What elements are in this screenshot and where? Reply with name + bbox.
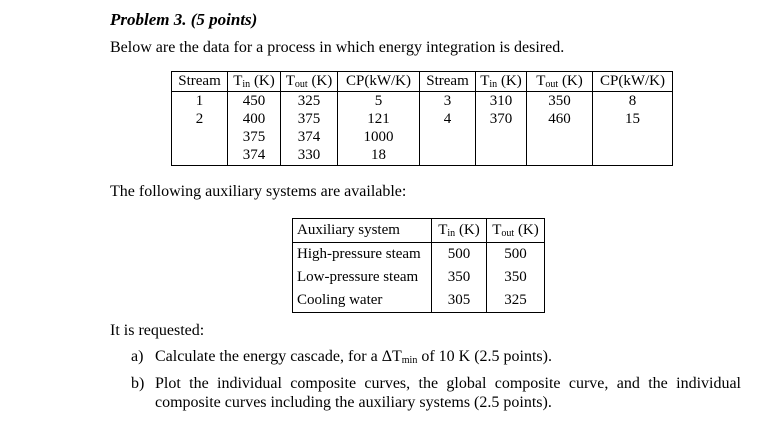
auxiliary-systems-table [292,218,545,313]
cell-stream: 2 [172,110,228,128]
table-row [172,146,673,166]
cell-cp: 8 [593,92,673,111]
stream-table-header-row [172,72,673,92]
col-header-tin-right [476,72,527,92]
cell-cp: 18 [338,146,420,166]
cell-tout: 375 [281,110,338,128]
t-label: T [480,73,490,89]
unit-label: (K) [558,73,583,89]
cell-tout: 325 [281,92,338,111]
table-row [293,289,545,313]
out-subscript: out [501,228,515,239]
out-subscript: out [545,79,559,90]
cell-tin: 400 [228,110,281,128]
aux-table-header-row [293,219,545,243]
col-header-auxiliary-system: Auxiliary system [293,219,432,243]
col-header-stream-right: Stream [420,72,476,92]
auxiliary-intro: The following auxiliary systems are available: [110,183,407,200]
in-subscript: in [242,79,251,90]
cell-tin [476,128,527,146]
cell-tout: 374 [281,128,338,146]
cell-aux-tout: 350 [487,266,545,289]
cell-stream [420,146,476,166]
in-subscript: in [489,79,498,90]
cell-cp: 5 [338,92,420,111]
cell-cp [593,128,673,146]
cell-cp: 121 [338,110,420,128]
item-a-label: a) [131,348,144,365]
requests-heading: It is requested: [110,322,205,339]
t-label: T [492,222,502,238]
col-header-tin [432,219,487,243]
col-header-tout-left [281,72,338,92]
col-header-cp-right: CP(kW/K) [593,72,673,92]
cell-tout [527,146,593,166]
cell-cp: 1000 [338,128,420,146]
cell-aux-tin: 305 [432,289,487,313]
cell-aux-tout: 500 [487,243,545,267]
cell-tout: 330 [281,146,338,166]
problem-title: Problem 3. (5 points) [110,10,258,29]
col-header-tout-right [527,72,593,92]
cell-stream: 3 [420,92,476,111]
table-row [293,243,545,267]
table-row [172,128,673,146]
cell-tin: 370 [476,110,527,128]
cell-aux-name: High-pressure steam [293,243,432,267]
cell-aux-tin: 350 [432,266,487,289]
col-header-tout [487,219,545,243]
cell-tin: 374 [228,146,281,166]
col-header-stream-left: Stream [172,72,228,92]
item-b-text: Plot the individual composite curves, the global composite curve, and the individual composite curves including the auxiliary systems (2.5 points). [155,375,741,411]
cell-stream [172,146,228,166]
request-item-b [131,374,741,412]
cell-tin: 310 [476,92,527,111]
request-item-a [131,347,552,366]
unit-label: (K) [455,222,480,238]
unit-label: (K) [514,222,539,238]
min-subscript: min [401,355,418,366]
cell-tout: 350 [527,92,593,111]
cell-stream [420,128,476,146]
unit-label: (K) [497,73,522,89]
table-row [172,110,673,128]
cell-stream: 4 [420,110,476,128]
cell-aux-name: Cooling water [293,289,432,313]
table-row [293,266,545,289]
cell-aux-tin: 500 [432,243,487,267]
stream-data-table [171,71,673,166]
item-a-text-post: of 10 K (2.5 points). [417,348,552,365]
cell-aux-name: Low-pressure steam [293,266,432,289]
col-header-tin-left [228,72,281,92]
cell-tout [527,128,593,146]
t-label: T [438,222,448,238]
cell-tin: 375 [228,128,281,146]
t-label: T [536,73,546,89]
table-row [172,92,673,111]
t-label: T [285,73,295,89]
cell-stream [172,128,228,146]
item-a-text [155,347,552,366]
cell-tout: 460 [527,110,593,128]
cell-tin [476,146,527,166]
cell-cp [593,146,673,166]
item-a-text-pre: Calculate the energy cascade, for a ΔT [155,348,402,365]
unit-label: (K) [307,73,333,89]
item-b-label: b) [131,375,145,392]
in-subscript: in [447,228,456,239]
cell-tin: 450 [228,92,281,111]
cell-aux-tout: 325 [487,289,545,313]
cell-cp: 15 [593,110,673,128]
out-subscript: out [294,79,308,90]
col-header-cp-left: CP(kW/K) [338,72,420,92]
cell-stream: 1 [172,92,228,111]
problem-intro: Below are the data for a process in which energy integration is desired. [110,39,565,56]
t-label: T [233,73,243,89]
unit-label: (K) [250,73,275,89]
